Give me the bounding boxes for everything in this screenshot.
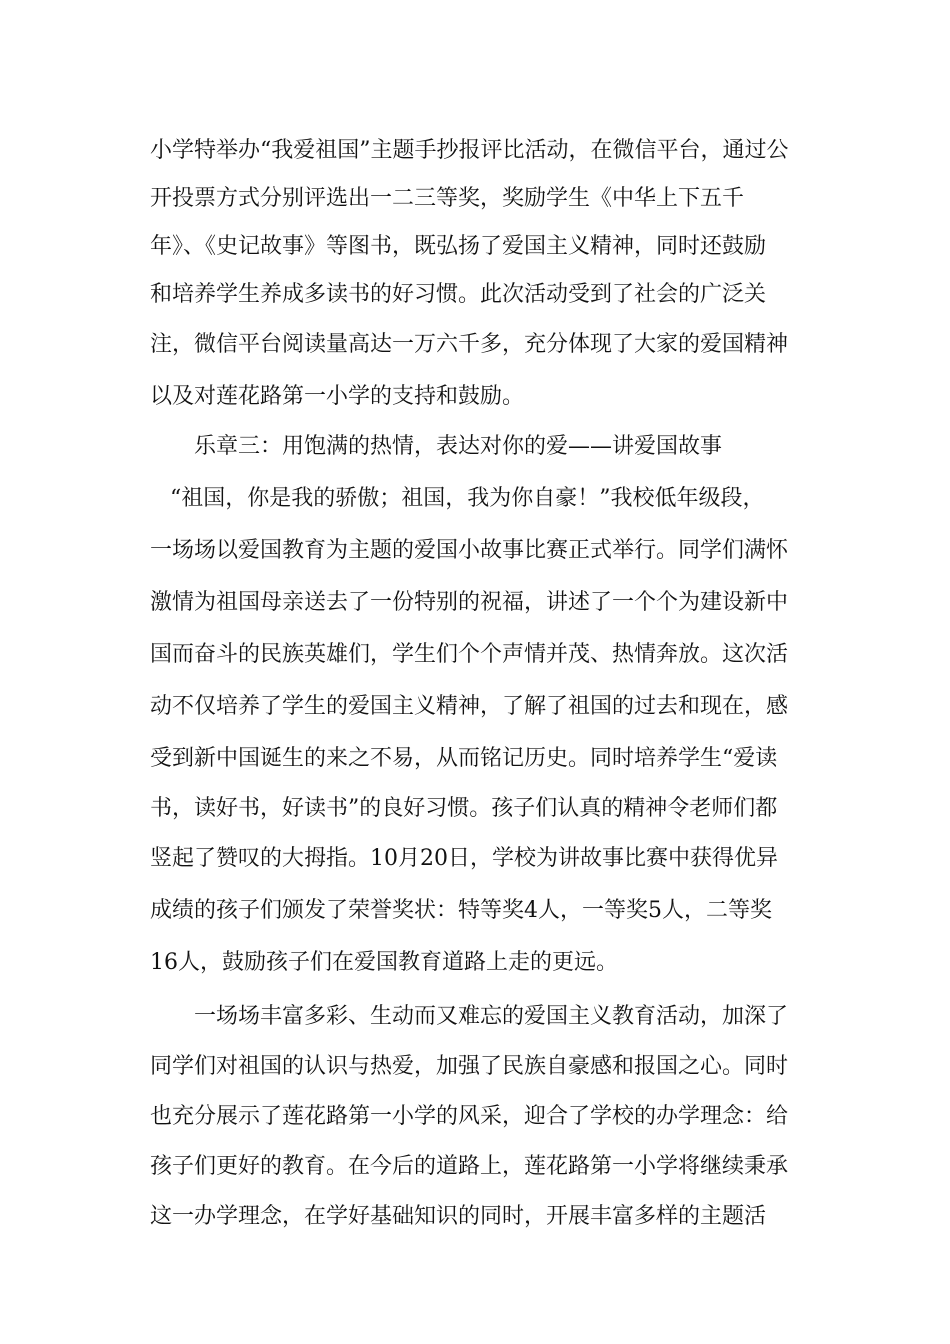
text-line: 书，读好书，好读书”的良好习惯。孩子们认真的精神令老师们都 bbox=[150, 796, 778, 821]
text-line: 16人，鼓励孩子们在爱国教育道路上走的更远。 bbox=[150, 950, 618, 975]
text-line: 小学特举办“我爱祖国”主题手抄报评比活动，在微信平台，通过公 bbox=[150, 138, 789, 163]
text-line: 孩子们更好的教育。在今后的道路上，莲花路第一小学将继续秉承 bbox=[150, 1154, 789, 1179]
text-line: 一场场以爱国教育为主题的爱国小故事比赛正式举行。同学们满怀 bbox=[150, 538, 789, 563]
text-line: 注，微信平台阅读量高达一万六千多，充分体现了大家的爱国精神 bbox=[150, 332, 789, 357]
text-line: 激情为祖国母亲送去了一份特别的祝福，讲述了一个个为建设新中 bbox=[150, 590, 789, 615]
text-line: 这一办学理念，在学好基础知识的同时，开展丰富多样的主题活 bbox=[150, 1204, 767, 1229]
text-line: 同学们对祖国的认识与热爱，加强了民族自豪感和报国之心。同时 bbox=[150, 1054, 789, 1079]
paragraph-first-line: “祖国，你是我的骄傲；祖国，我为你自豪！”我校低年级段， bbox=[170, 486, 765, 511]
paragraph-first-line: 一场场丰富多彩、生动而又难忘的爱国主义教育活动，加深了 bbox=[194, 1004, 789, 1029]
text-line: 受到新中国诞生的来之不易，从而铭记历史。同时培养学生“爱读 bbox=[150, 746, 778, 771]
text-line: 以及对莲花路第一小学的支持和鼓励。 bbox=[150, 384, 525, 409]
text-line: 动不仅培养了学生的爱国主义精神，了解了祖国的过去和现在，感 bbox=[150, 694, 789, 719]
text-line: 年》、《史记故事》等图书，既弘扬了爱国主义精神，同时还鼓励 bbox=[150, 234, 767, 259]
text-line: 和培养学生养成多读书的好习惯。此次活动受到了社会的广泛关 bbox=[150, 282, 767, 307]
text-line: 国而奋斗的民族英雄们，学生们个个声情并茂、热情奔放。这次活 bbox=[150, 642, 789, 667]
text-line: 成绩的孩子们颁发了荣誉奖状：特等奖4人，一等奖5人，二等奖 bbox=[150, 898, 772, 923]
text-line: 开投票方式分别评选出一二三等奖，奖励学生《中华上下五千 bbox=[150, 186, 745, 211]
text-line: 也充分展示了莲花路第一小学的风采，迎合了学校的办学理念：给 bbox=[150, 1104, 789, 1129]
text-line: 竖起了赞叹的大拇指。10月20日，学校为讲故事比赛中获得优异 bbox=[150, 846, 778, 871]
section-heading: 乐章三：用饱满的热情，表达对你的爱——讲爱国故事 bbox=[194, 434, 723, 459]
